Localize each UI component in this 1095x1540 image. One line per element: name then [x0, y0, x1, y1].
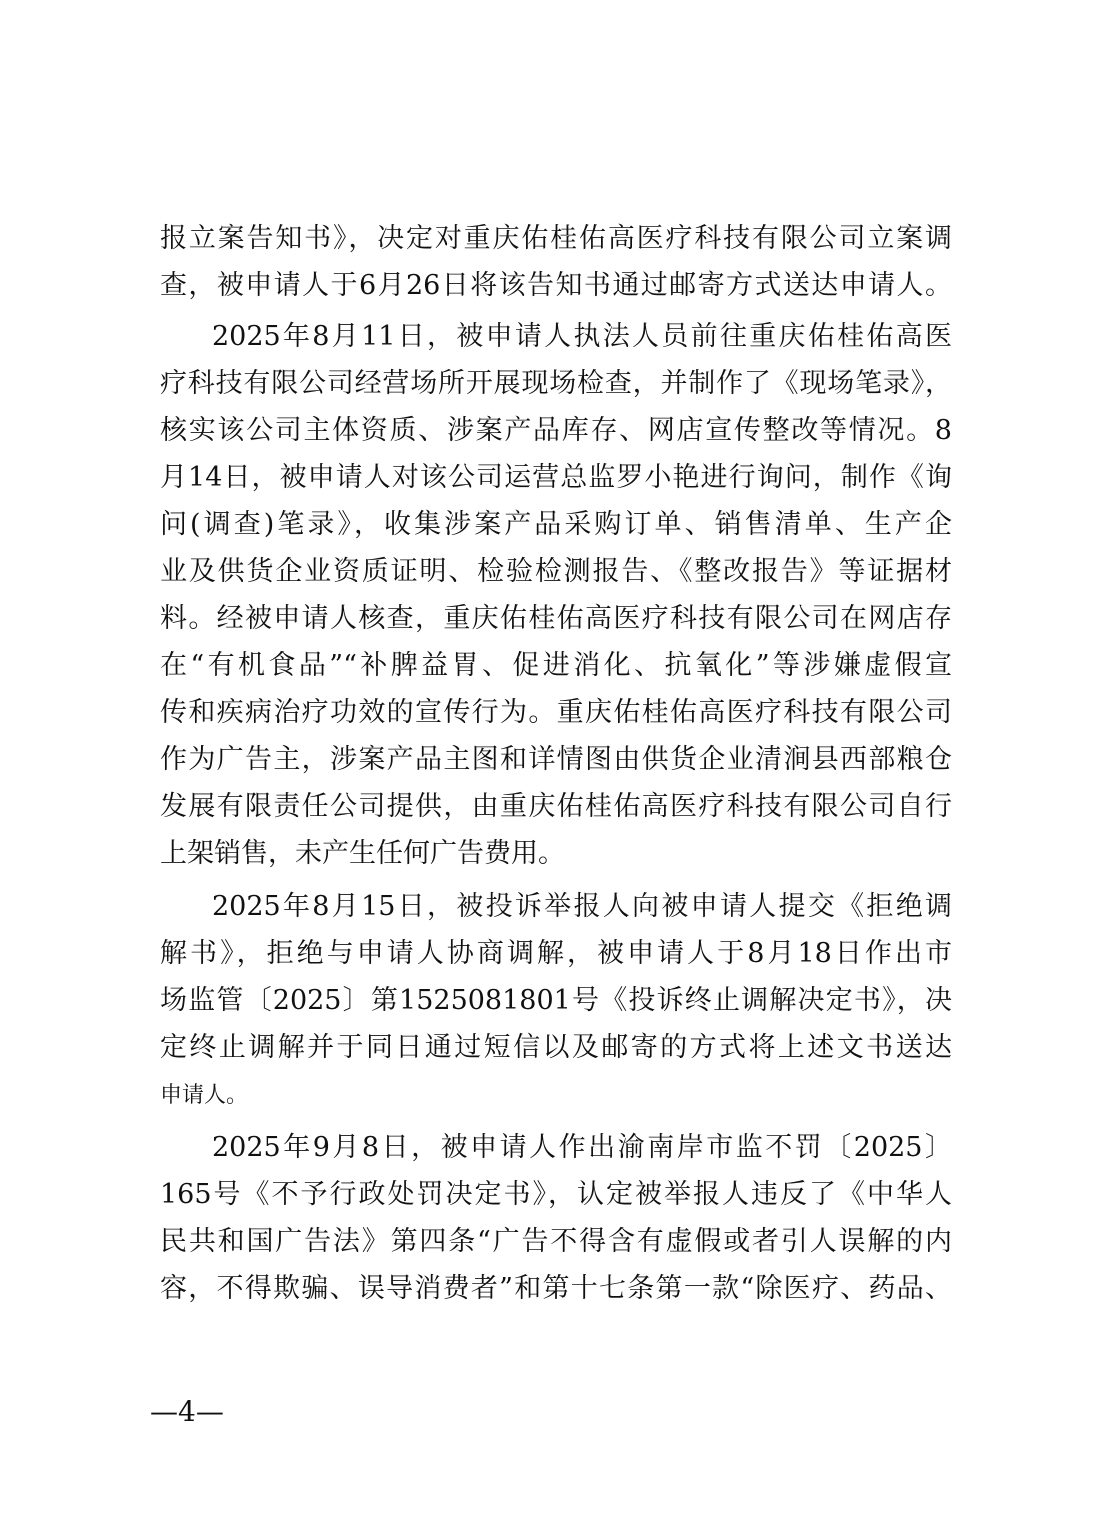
text-line: 问(调查)笔录》，收集涉案产品采购订单、销售清单、生产企	[160, 509, 952, 540]
text-line: 疗科技有限公司经营场所开展现场检查，并制作了《现场笔录》，	[160, 368, 952, 399]
paragraph-start-line: 2025年8月15日，被投诉举报人向被申请人提交《拒绝调	[212, 891, 952, 922]
page-number: —4—	[150, 1395, 224, 1428]
text-line: 料。经被申请人核查，重庆佑桂佑高医疗科技有限公司在网店存	[160, 603, 952, 634]
text-line: 解书》，拒绝与申请人协商调解，被申请人于8月18日作出市	[160, 938, 952, 969]
paragraph-start-line: 2025年8月11日，被申请人执法人员前往重庆佑桂佑高医	[212, 321, 952, 352]
text-line: 传和疾病治疗功效的宣传行为。重庆佑桂佑高医疗科技有限公司	[160, 697, 952, 728]
text-line: 容，不得欺骗、误导消费者”和第十七条第一款“除医疗、药品、	[160, 1273, 952, 1304]
text-line: 定终止调解并于同日通过短信以及邮寄的方式将上述文书送达	[160, 1032, 952, 1063]
text-line: 发展有限责任公司提供，由重庆佑桂佑高医疗科技有限公司自行	[160, 791, 952, 822]
text-line: 查，被申请人于6月26日将该告知书通过邮寄方式送达申请人。	[160, 270, 952, 301]
text-line: 场监管〔2025〕第1525081801号《投诉终止调解决定书》，决	[160, 985, 952, 1016]
text-line: 民共和国广告法》第四条“广告不得含有虚假或者引人误解的内	[160, 1226, 952, 1257]
text-line: 申请人。	[160, 1083, 249, 1108]
text-line: 核实该公司主体资质、涉案产品库存、网店宣传整改等情况。8	[160, 415, 952, 446]
text-line: 上架销售，未产生任何广告费用。	[160, 838, 565, 869]
text-line: 报立案告知书》，决定对重庆佑桂佑高医疗科技有限公司立案调	[160, 223, 952, 254]
text-line: 在“有机食品”“补脾益胃、促进消化、抗氧化”等涉嫌虚假宣	[160, 650, 952, 681]
paragraph-start-line: 2025年9月8日，被申请人作出渝南岸市监不罚〔2025〕	[212, 1132, 952, 1163]
text-line: 业及供货企业资质证明、检验检测报告、《整改报告》等证据材	[160, 556, 952, 587]
text-line: 作为广告主，涉案产品主图和详情图由供货企业清涧县西部粮仓	[160, 744, 952, 775]
text-line: 月14日，被申请人对该公司运营总监罗小艳进行询问，制作《询	[160, 462, 952, 493]
text-line: 165号《不予行政处罚决定书》，认定被举报人违反了《中华人	[160, 1179, 952, 1210]
